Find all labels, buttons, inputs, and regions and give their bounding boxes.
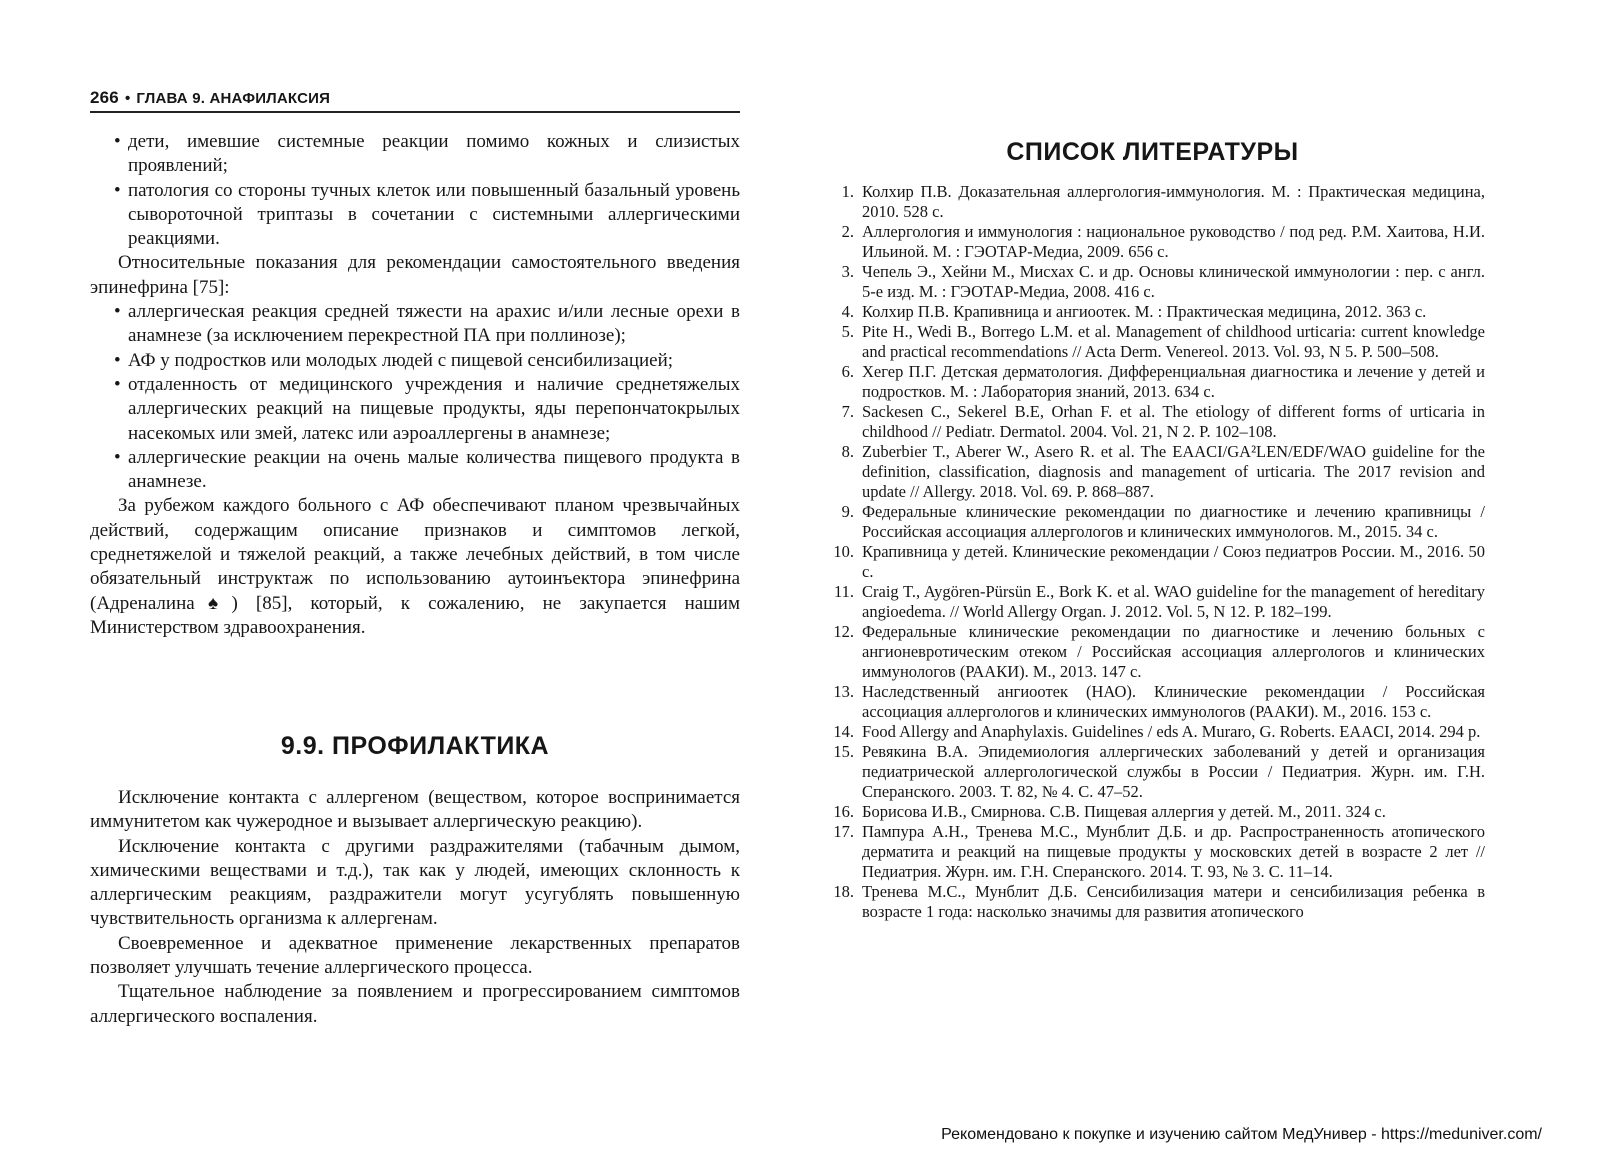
reference-item [820,222,1485,262]
reference-item [820,322,1485,362]
reference-text: Наследственный ангиоотек (НАО). Клинические рекомендации / Российская ассоциация аллергологов и клинических иммунологов (РААКИ). М., 2016. 153 с. [862,682,1485,721]
paragraph-relative-indications: Относительные показания для рекомендации самостоятельного введения эпинефрина [75]: [90,252,740,298]
reference-text: Ревякина В.А. Эпидемиология аллергических заболеваний у детей и организация педиатрической аллергологической службы в России / Педиатрия. Журн. им. Г.Н. Сперанского. 2003. Т. 82, № 4. С. 47–52. [862,742,1485,801]
reference-number: 10. [833,542,854,561]
list-item: • патология со стороны тучных клеток или повышенный базальный уровень сывороточной триптазы в сочетании с системными аллергическими реакциями. [90,179,740,252]
reference-text: Sackesen C., Sekerel B.E, Orhan F. et al. The etiology of different forms of urticaria in childhood // Pediatr. Dermatol. 2004. Vol. 21, N 2. P. 102–108. [862,402,1485,441]
list-item: • аллергическая реакция средней тяжести на арахис и/или лесные орехи в анамнезе (за исключением перекрестной ПА при поллинозе); [90,300,740,349]
bullet-list-relative [90,300,740,494]
reference-number: 2. [841,222,854,241]
bullet-list-top [90,130,740,251]
chapter-title: ГЛАВА 9. АНАФИЛАКСИЯ [136,90,331,107]
reference-item [820,542,1485,582]
reference-item [820,802,1485,822]
reference-item [820,882,1485,922]
reference-text: Craig T., Aygören-Pürsün E., Bork K. et al. WAO guideline for the management of hereditary angioedema. // World Allergy Organ. J. 2012. Vol. 5, N 12. P. 182–199. [862,582,1485,621]
reference-number: 3. [841,262,854,281]
reference-item [820,262,1485,302]
reference-list [820,182,1485,922]
reference-text: Чепель Э., Хейни М., Мисхах С. и др. Основы клинической иммунологии : пер. с англ. 5-е изд. М. : ГЭОТАР-Медиа, 2008. 416 с. [862,262,1485,301]
reference-number: 15. [833,742,854,761]
reference-item [820,722,1485,742]
reference-item [820,442,1485,502]
reference-number: 8. [841,442,854,461]
reference-text: Пампура А.Н., Тренева М.С., Мунблит Д.Б. и др. Распространенность атопического дерматита и реакций на пищевые продукты у московских детей в возрасте 2 лет // Педиатрия. Журн. им. Г.Н. Сперанского. 2014. Т. 93, № 3. С. 11–14. [862,822,1485,881]
list-item: • аллергические реакции на очень малые количества пищевого продукта в анамнезе. [90,446,740,495]
reference-number: 16. [833,802,854,821]
running-head [90,88,740,113]
prevention-paragraph: Своевременное и адекватное применение лекарственных препаратов позволяет улучшать течение аллергического процесса. [90,932,740,979]
header-bullet: • [124,90,131,107]
reference-text: Колхир П.В. Крапивница и ангиоотек. М. : Практическая медицина, 2012. 363 с. [862,302,1427,321]
reference-item [820,822,1485,882]
reference-text: Крапивница у детей. Клинические рекомендации / Союз педиатров России. М., 2016. 50 с. [862,542,1485,581]
reference-number: 14. [833,722,854,741]
reference-item [820,582,1485,622]
prevention-text [90,786,740,1029]
reference-text: Тренева М.С., Мунблит Д.Б. Сенсибилизация матери и сенсибилизация ребенка в возрасте 1 года: насколько значимы для развития атопического [862,882,1485,921]
reference-item [820,502,1485,542]
reference-text: Колхир П.В. Доказательная аллергология-иммунология. М. : Практическая медицина, 2010. 528 с. [862,182,1485,221]
reference-text: Федеральные клинические рекомендации по диагностике и лечению крапивницы / Российская ассоциация аллергологов и клинических иммунологов. М., 2015. 34 с. [862,502,1485,541]
left-body-text [90,130,740,640]
reference-text: Food Allergy and Anaphylaxis. Guidelines / eds A. Muraro, G. Roberts. EAACI, 2014. 294 p. [862,722,1481,741]
reference-text: Федеральные клинические рекомендации по диагностике и лечению больных с ангионевротическим отеком / Российская ассоциация аллергологов и клинических иммунологов (РААКИ). М., 2013. 147 с. [862,622,1485,681]
reference-number: 4. [841,302,854,321]
reference-number: 7. [841,402,854,421]
list-item: • дети, имевшие системные реакции помимо кожных и слизистых проявлений; [90,130,740,179]
reference-text: Хегер П.Г. Детская дерматология. Дифференциальная диагностика и лечение у детей и подростков. М. : Лаборатория знаний, 2013. 634 с. [862,362,1485,401]
reference-number: 5. [841,322,854,341]
reference-item [820,402,1485,442]
reference-number: 18. [833,882,854,901]
prevention-paragraph: Тщательное наблюдение за появлением и прогрессированием симптомов аллергического воспаления. [90,981,740,1027]
reference-number: 13. [833,682,854,701]
reference-number: 17. [833,822,854,841]
reference-number: 1. [841,182,854,201]
reference-text: Борисова И.В., Смирнова. С.В. Пищевая аллергия у детей. М., 2011. 324 с. [862,802,1386,821]
reference-number: 11. [833,582,854,601]
prevention-paragraph: Исключение контакта с аллергеном (веществом, которое воспринимается иммунитетом как чужеродное и вызывает аллергическую реакцию). [90,787,740,833]
list-item: • отдаленность от медицинского учреждения и наличие среднетяжелых аллергических реакций на пищевые продукты, яды перепончатокрылых насекомых или змей, латекс или аэроаллергены в анамнезе; [90,373,740,446]
reference-item [820,622,1485,682]
reference-item [820,362,1485,402]
paragraph-abroad: За рубежом каждого больного с АФ обеспечивают планом чрезвычайных действий, содержащим описание признаков и симптомов легкой, среднетяжелой и тяжелой реакций, а также лечебных действий, в том числе обязательный инструктаж по использованию аутоинъектора эпинефрина (Адреналина♠) [85], который, к сожалению, не закупается нашим Министерством здравоохранения. [90,495,740,638]
list-item: • АФ у подростков или молодых людей с пищевой сенсибилизацией; [90,349,740,373]
references-heading: СПИСОК ЛИТЕРАТУРЫ [1006,138,1299,166]
reference-text: Аллергология и иммунология : национальное руководство / под ред. Р.М. Хаитова, Н.И. Ильиной. М. : ГЭОТАР-Медиа, 2009. 656 с. [862,222,1485,261]
reference-number: 12. [833,622,854,641]
reference-item [820,302,1485,322]
section-heading: 9.9. ПРОФИЛАКТИКА [280,732,550,760]
watermark-text: Рекомендовано к покупке и изучению сайтом МедУнивер - https://meduniver.com/ [941,1126,1542,1143]
reference-number: 6. [841,362,854,381]
reference-item [820,682,1485,722]
prevention-paragraph: Исключение контакта с другими раздражителями (табачным дымом, химическими веществами и т.д.), так как у людей, имеющих склонность к аллергическим реакциям, раздражители могут усугублять повышенную чувствительность организма к аллергенам. [90,835,740,930]
reference-item [820,742,1485,802]
reference-number: 9. [841,502,854,521]
reference-text: Pite H., Wedi B., Borrego L.M. et al. Management of childhood urticaria: current knowledge and practical recommendations // Acta Derm. Venereol. 2013. Vol. 93, N 5. P. 500–508. [862,322,1485,361]
reference-text: Zuberbier T., Aberer W., Asero R. et al. The EAACI/GA²LEN/EDF/WAO guideline for the definition, classification, diagnosis and management of urticaria. The 2017 revision and update // Allergy. 2018. Vol. 69. P. 868–887. [862,442,1485,501]
page-number: 266 [90,88,119,107]
reference-item [820,182,1485,222]
